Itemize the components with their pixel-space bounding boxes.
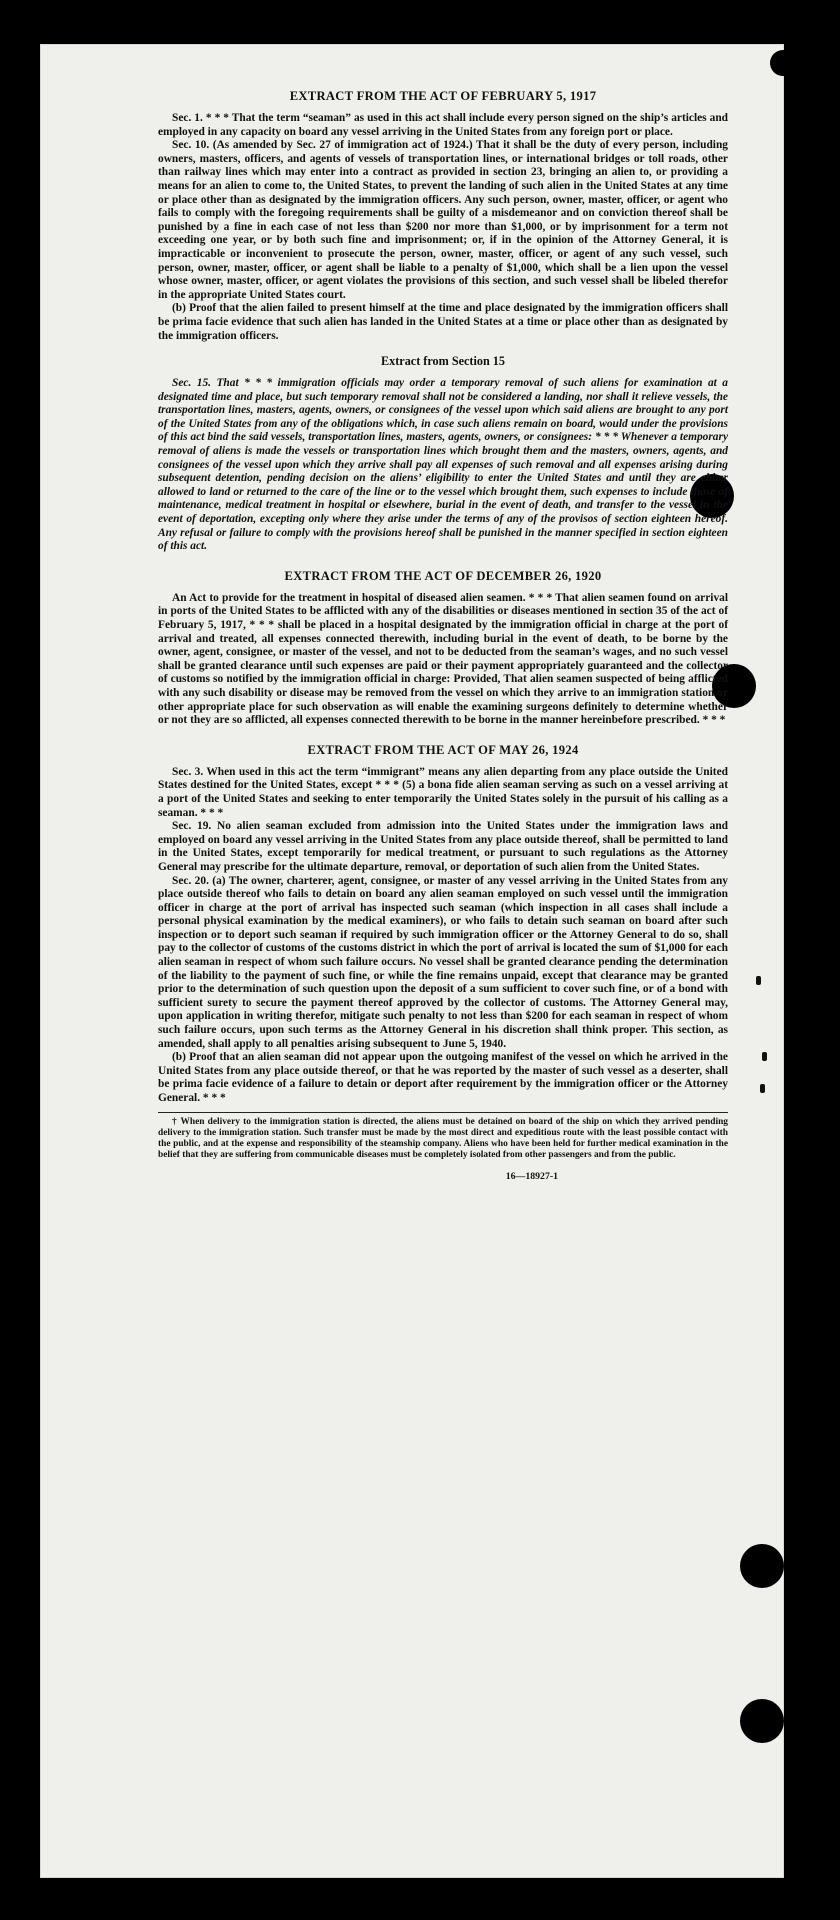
footnote: † When delivery to the immigration station is directed, the aliens must be detained on board of the ship on which they arrived pending delivery to the immigration station. Such transfer must be made by the most direct and expeditious route with the least possible contact with the public, and at the expense and responsibility of the steamship company. Aliens who have been held for further medical examination in the belief that they are suffering from communicable diseases must be completely isolated from other passengers and from the public. [158, 1116, 728, 1160]
paragraph-sec-10: Sec. 10. (As amended by Sec. 27 of immigration act of 1924.) That it shall be the duty of every person, including owners, masters, officers, and agents of vessels of transportation lines, or international bridges or toll roads, other than railway lines which may enter into a contract as provided in section 23, bringing an alien to, or providing a means for an alien to come to, the United States, to prevent the landing of such alien in the United States at any time or place other than as designated by the immigration officers. Any such person, owner, master, officer, or agent who fails to comply with the foregoing requirements shall be guilty of a misdemeanor and on conviction thereof shall be punished by a fine in each case of not less than $200 nor more than $1,000, or by imprisonment for a term not exceeding one year, or by both such fine and imprisonment; or, if in the opinion of the Attorney General, it is impracticable or inconvenient to prosecute the person, owner, master, officer, or agent of any such vessel, such person, owner, master, officer, or agent shall be liable to a penalty of $1,000, which shall be a lien upon the vessel whose owner, master, officer, or agent violates the provisions of this section, and such vessel shall be libeled therefor in the appropriate United States court. [158, 139, 728, 301]
paragraph-act-1920: An Act to provide for the treatment in hospital of diseased alien seamen. * * * That alien seamen found on arrival in ports of the United States to be afflicted with any of the disabilities or diseases mentioned in section 35 of the act of February 5, 1917, * * * shall be placed in a hospital designated by the immigration official in charge at the port of arrival and treated, all expenses connected therewith, including burial in the event of death, to be borne by the owner, agent, consignee, or master of the vessel, and not to be deducted from the seaman’s wages, and no such vessel shall be granted clearance until such expenses are paid or their payment appropriately guaranteed and the collector of customs so notified by the immigration official in charge: Provided, That alien seamen suspected of being afflicted with any such disability or disease may be removed from the vessel on which they arrive to an immigration station or other appropriate place for such observation as will enable the examining surgeons definitely to determine whether or not they are so afflicted, all expenses connected therewith to be borne in the manner hereinbefore prescribed. * * * [158, 591, 728, 727]
punch-hole [770, 50, 784, 76]
footnote-divider [158, 1112, 728, 1113]
punch-hole [740, 1699, 784, 1743]
form-code: 16—18927-1 [505, 1170, 558, 1182]
paragraph-sec-19: Sec. 19. No alien seaman excluded from admission into the United States under the immigration laws and employed on board any vessel arriving in the United States from any place outside thereof, shall be permitted to land in the United States, except temporarily for medical treatment, or pursuant to such regulations as the Attorney General may prescribe for the ultimate departure, removal, or deportation of such alien from the United States. [158, 820, 728, 873]
document-body [158, 88, 728, 1182]
paragraph-sec-20: Sec. 20. (a) The owner, charterer, agent, consignee, or master of any vessel arriving in the United States from any place outside thereof who fails to detain on board any alien seaman employed on such vessel until the immigration officer in charge at the port of arrival has inspected such seaman (which inspection in all cases shall include a personal physical examination by the medical examiners), or who fails to detain such seaman on board after such inspection or to deport such seaman if required by such immigration officer or the Attorney General to do so, shall pay to the collector of customs of the customs district in which the port of arrival is located the sum of $1,000 for each alien seaman in respect of whom such failure occurs. No vessel shall be granted clearance pending the determination of the liability to the payment of such fine, or while the fine remains unpaid, except that clearance may be granted prior to the determination of such question upon the deposit of a sum sufficient to cover such fine, or of a bond with sufficient surety to secure the payment thereof approved by the collector of customs. The Attorney General may, upon application in writing therefor, mitigate such penalty to not less than $200 for each seaman in respect of whom such failure occurs, upon such terms as the Attorney General in his discretion shall think proper. This section, as amended, shall apply to all penalties arising subsequent to June 5, 1940. [158, 874, 728, 1050]
document-page [40, 44, 784, 1878]
heading-act-1920: EXTRACT FROM THE ACT OF DECEMBER 26, 1920 [284, 568, 602, 583]
paragraph-sec-10-b: (b) Proof that the alien failed to present himself at the time and place designated by the immigration officers shall be prima facie evidence that such alien has landed in the United States at a time or place other than as designated by the immigration officers. [158, 302, 728, 342]
margin-mark [760, 1084, 765, 1093]
paragraph-sec-3: Sec. 3. When used in this act the term “immigrant” means any alien departing from any place outside the United States destined for the United States, except * * * (5) a bona fide alien seaman serving as such on a vessel arriving at a port of the United States and seeking to enter temporarily the United States solely in the pursuit of his calling as a seaman. * * * [158, 765, 728, 819]
punch-hole [740, 1544, 784, 1588]
heading-section-15: Extract from Section 15 [381, 354, 505, 369]
heading-act-1917: EXTRACT FROM THE ACT OF FEBRUARY 5, 1917 [289, 89, 597, 103]
paragraph-sec-15: Sec. 15. That * * * immigration officials may order a temporary removal of such aliens for examination at a designated time and place, but such temporary removal shall not be considered a landing, nor shall it relieve vessels, the transportation lines, masters, agents, owners, or consignees of the vessel upon which said aliens are brought to any port of the United States from any of the obligations which, in case such aliens remain on board, would under the provisions of this act bind the said vessels, transportation lines, masters, agents, owners, or consignees: * * * Whenever a temporary removal of aliens is made the vessels or transportation lines which brought them and the masters, owners, agents, and consignees of the vessel upon which they arrive shall pay all expenses of such removal and all expenses arising during subsequent detention, pending decision on the aliens’ eligibility to enter the United States and until they are either allowed to land or returned to the care of the line or to the vessel which brought them, such expenses to include those of maintenance, medical treatment in hospital or elsewhere, burial in the event of death, and transfer to the vessel in the event of deportation, excepting only where they arise under the terms of any of the provisos of section eighteen hereof. Any refusal or failure to comply with the provisions hereof shall be punished in the manner specified in section eighteen of this act. [158, 377, 728, 553]
margin-mark [762, 1052, 767, 1061]
paragraph-sec-1: Sec. 1. * * * That the term “seaman” as used in this act shall include every person signed on the ship’s articles and employed in any capacity on board any vessel arriving in the United States from any foreign port or place. [158, 112, 728, 138]
margin-mark [756, 976, 761, 985]
paragraph-sec-20-b: (b) Proof that an alien seaman did not appear upon the outgoing manifest of the vessel on which he arrived in the United States from any place outside thereof, or that he was reported by the master of such vessel as a deserter, shall be prima facie evidence of a failure to detain or deport after requirement by the immigration officer or the Attorney General. * * * [158, 1051, 728, 1104]
heading-act-1924: EXTRACT FROM THE ACT OF MAY 26, 1924 [307, 742, 579, 757]
